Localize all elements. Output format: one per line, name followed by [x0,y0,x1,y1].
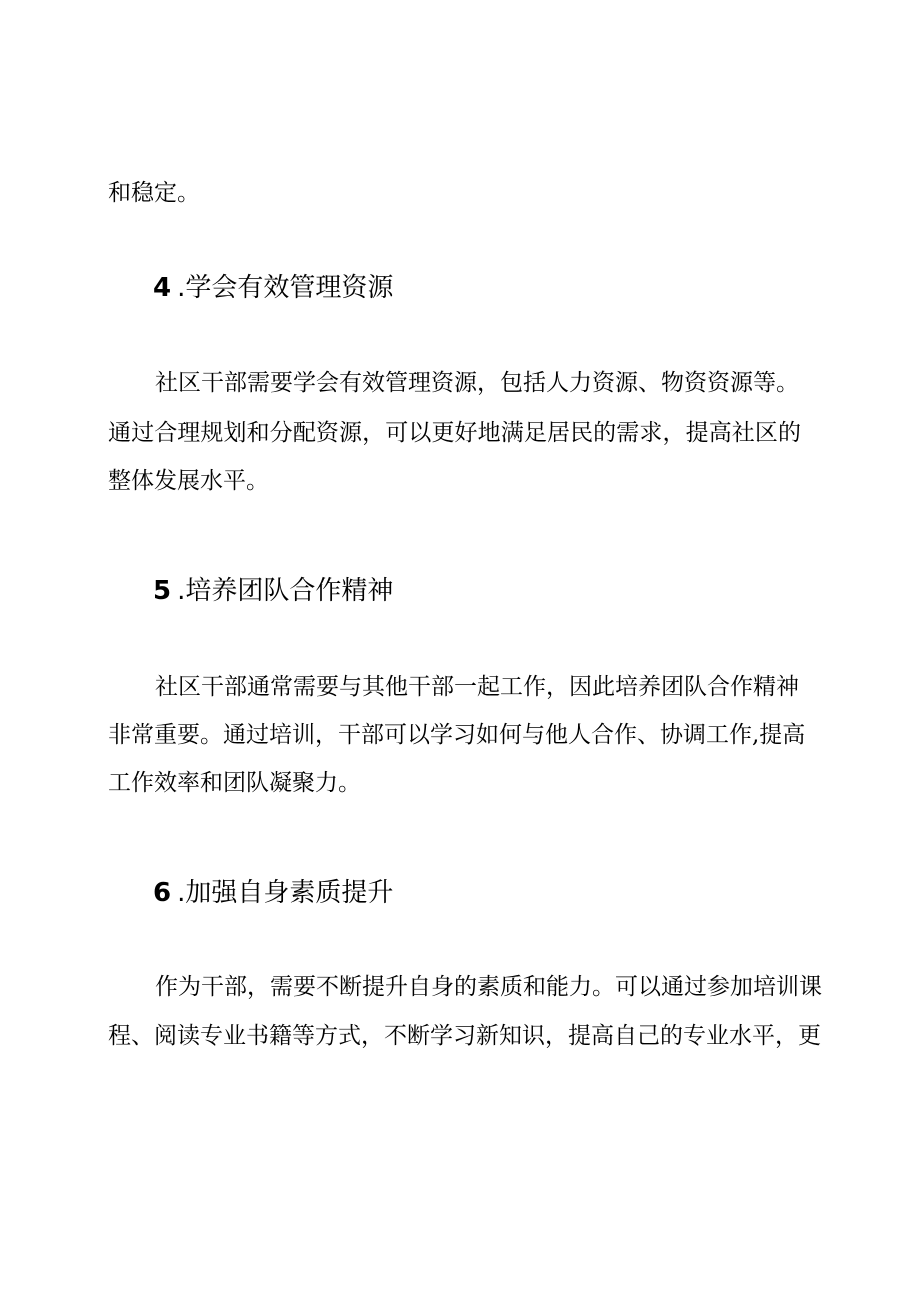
paragraph-line: 社区干部需要学会有效管理资源，包括人力资源、物资资源等。 [155,370,799,396]
section-number: 6 [153,878,172,908]
paragraph-line: 作为干部，需要不断提升自身的素质和能力。可以通过参加培训课 [155,974,822,1000]
paragraph-line: 非常重要。通过培训，干部可以学习如何与他人合作、协调工作,提高 [108,722,806,748]
paragraph-line: 程、阅读专业书籍等方式，不断学习新知识，提高自己的专业水平，更 [108,1023,821,1049]
continuation-text: 和稳定。 [108,180,200,206]
paragraph-line: 通过合理规划和分配资源，可以更好地满足居民的需求，提高社区的 [108,420,801,446]
section-heading-5 [153,574,393,608]
section-title: .加强自身素质提升 [177,878,394,908]
section-number: 4 [153,273,172,303]
section-heading-4 [153,271,393,305]
paragraph-line: 社区干部通常需要与其他干部一起工作，因此培养团队合作精神 [155,674,799,700]
section-title: .培养团队合作精神 [177,576,394,606]
section-number: 5 [153,576,172,606]
section-heading-6 [153,876,393,910]
paragraph-line: 工作效率和团队凝聚力。 [108,770,361,796]
paragraph-line: 整体发展水平。 [108,468,269,494]
section-title: .学会有效管理资源 [177,273,394,303]
